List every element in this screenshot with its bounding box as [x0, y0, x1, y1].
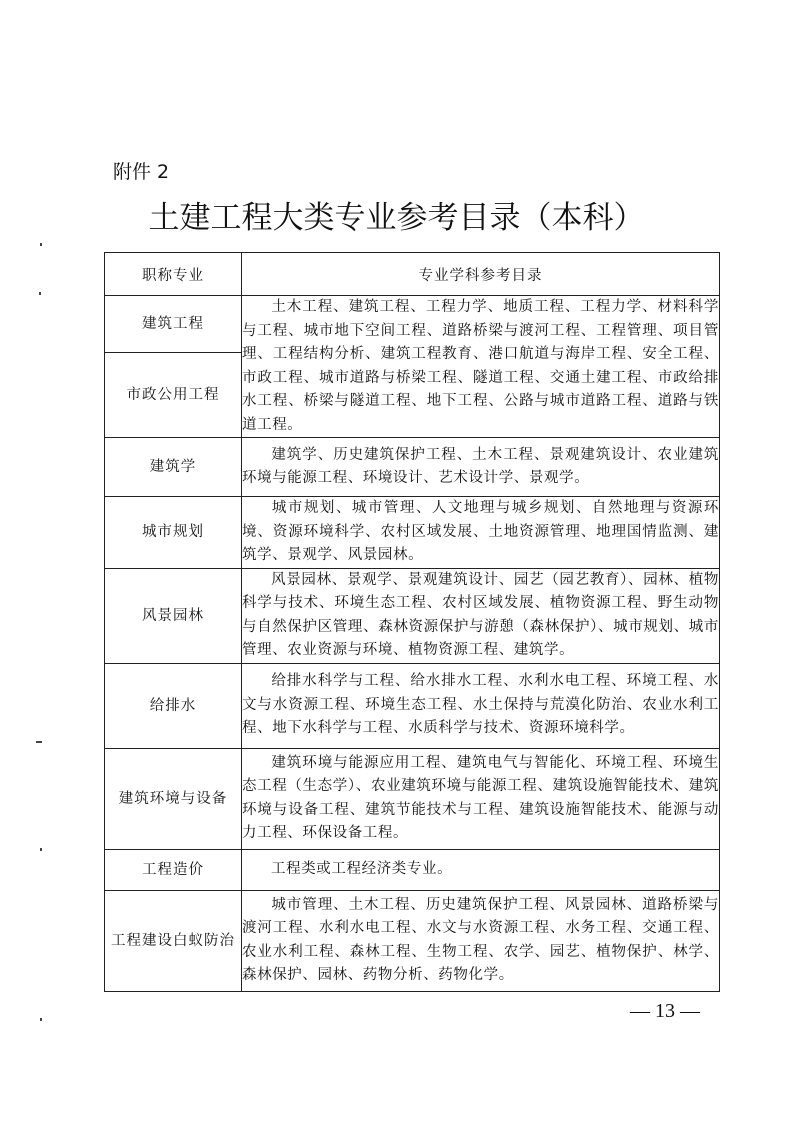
row-subject-list	[242, 748, 720, 849]
subject-list-text: 土木工程、建筑工程、工程力学、地质工程、工程力学、材料科学与工程、城市地下空间工程、道路桥梁与渡河工程、工程管理、项目管理、工程结构分析、建筑工程教育、港口航道与海岸工程、安全工程、市政工程、城市道路与桥梁工程、隧道工程、交通土建工程、市政给排水工程、桥梁与隧道工程、地下工程、公路与城市道路工程、道路与铁道工程。	[242, 299, 719, 433]
table-row	[105, 663, 720, 748]
scan-speck	[40, 243, 42, 246]
row-subject-list	[242, 296, 720, 438]
major-catalog-table	[104, 252, 720, 992]
row-subject-list	[242, 438, 720, 497]
subject-list-text: 建筑环境与能源应用工程、建筑电气与智能化、环境工程、环境生态工程（生态学）、农业建筑环境与能源工程、建筑设施智能技术、建筑环境与设备工程、建筑节能技术与工程、建筑设施智能技术、能源与动力工程、环保设备工程。	[242, 754, 719, 841]
row-title: 工程建设白蚁防治	[105, 890, 242, 991]
row-title: 给排水	[105, 663, 242, 748]
subject-list-text: 建筑学、历史建筑保护工程、土木工程、景观建筑设计、农业建筑环境与能源工程、环境设计、艺术设计学、景观学。	[242, 446, 719, 486]
document-title: 土建工程大类专业参考目录（本科）	[148, 200, 645, 236]
row-title: 风景园林	[105, 568, 242, 663]
subject-list-text: 城市管理、土木工程、历史建筑保护工程、风景园林、道路桥梁与渡河工程、水利水电工程、水文与水资源工程、水务工程、交通工程、农业水利工程、森林工程、生物工程、农学、园艺、植物保护、林学、森林保护、园林、药物分析、药物化学。	[242, 896, 719, 983]
table-row	[105, 849, 720, 890]
row-title: 市政公用工程	[105, 353, 242, 438]
header-subject-catalog: 专业学科参考目录	[242, 253, 720, 296]
row-subject-list	[242, 890, 720, 991]
table-header-row	[105, 253, 720, 296]
subject-list-text: 城市规划、城市管理、人文地理与城乡规划、自然地理与资源环境、资源环境科学、农村区域发展、土地资源管理、地理国情监测、建筑学、景观学、风景园林。	[242, 500, 719, 563]
row-title: 工程造价	[105, 849, 242, 890]
table-row	[105, 296, 720, 353]
scan-speck	[39, 292, 41, 295]
table-row	[105, 748, 720, 849]
subject-list-text: 风景园林、景观学、景观建筑设计、园艺（园艺教育）、园林、植物科学与技术、环境生态工程、农村区域发展、植物资源工程、野生动物与自然保护区管理、森林资源保护与游憩（森林保护）、城市规划、城市管理、农业资源与环境、植物资源工程、建筑学。	[242, 571, 719, 658]
row-subject-list	[242, 568, 720, 663]
header-title-major: 职称专业	[105, 253, 242, 296]
table-row	[105, 497, 720, 569]
row-title: 建筑工程	[105, 296, 242, 353]
row-subject-list	[242, 497, 720, 569]
row-title: 建筑学	[105, 438, 242, 497]
scan-speck	[40, 848, 42, 851]
scan-speck	[36, 741, 42, 743]
row-subject-list	[242, 849, 720, 890]
table-row	[105, 890, 720, 991]
row-title: 城市规划	[105, 497, 242, 569]
scan-speck	[40, 1018, 42, 1021]
page-number: — 13 —	[630, 1000, 700, 1022]
attachment-label: 附件 2	[113, 161, 170, 183]
table-row	[105, 438, 720, 497]
subject-list-text: 给排水科学与工程、给水排水工程、水利水电工程、环境工程、水文与水资源工程、环境生态工程、水土保持与荒漠化防治、农业水利工程、地下水科学与工程、水质科学与技术、资源环境科学。	[242, 673, 719, 737]
row-subject-list	[242, 663, 720, 748]
subject-list-text: 工程类或工程经济类专业。	[271, 860, 453, 877]
row-title: 建筑环境与设备	[105, 748, 242, 849]
table-row	[105, 568, 720, 663]
